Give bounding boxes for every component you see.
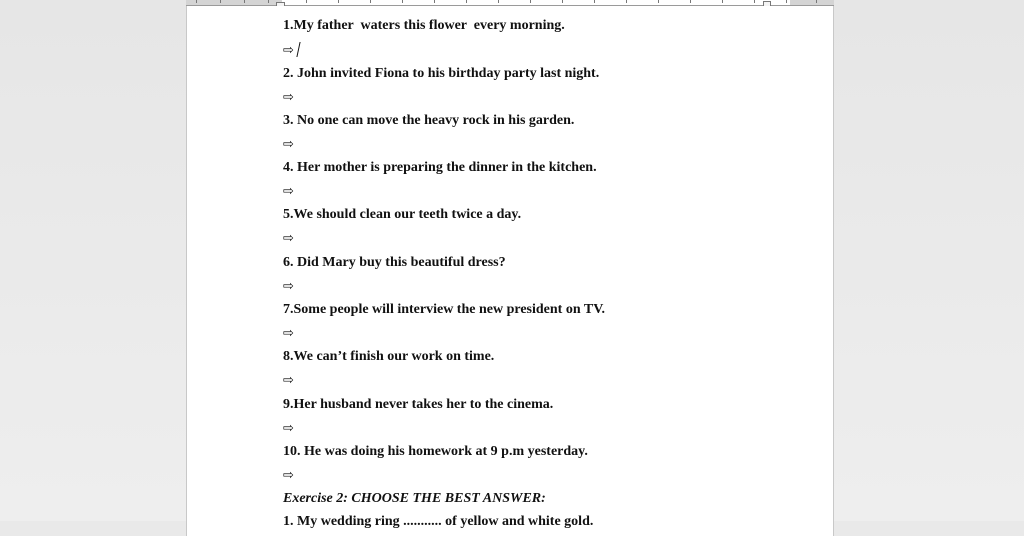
answer-line-10[interactable] xyxy=(283,468,294,484)
ruler-tick xyxy=(690,0,691,3)
arrow-icon: ⇨ xyxy=(283,231,294,246)
sentence-1: 1.My father waters this flower every morning. xyxy=(283,18,565,33)
ruler-tick xyxy=(786,0,787,3)
answer-line-8[interactable] xyxy=(283,373,294,389)
arrow-icon: ⇨ xyxy=(283,279,294,294)
ruler-tick xyxy=(658,0,659,3)
answer-line-3[interactable] xyxy=(283,137,294,153)
arrow-icon: ⇨ xyxy=(283,43,294,58)
sentence-5: 5.We should clean our teeth twice a day. xyxy=(283,207,522,222)
text-cursor xyxy=(296,42,300,57)
ruler-tick xyxy=(594,0,595,3)
ruler-tick xyxy=(816,0,817,3)
ruler-tick xyxy=(754,0,755,3)
ruler-tick xyxy=(562,0,563,3)
arrow-icon: ⇨ xyxy=(283,373,294,388)
sentence-8: 8.We can’t finish our work on time. xyxy=(283,349,495,364)
answer-line-5[interactable] xyxy=(283,231,294,247)
sentence-3: 3. No one can move the heavy rock in his garden. xyxy=(283,113,575,128)
ruler-tick xyxy=(402,0,403,3)
answer-line-1[interactable] xyxy=(283,42,299,59)
ruler-tick xyxy=(370,0,371,3)
answer-line-7[interactable] xyxy=(283,326,294,342)
ruler-tick xyxy=(722,0,723,3)
ruler-tick xyxy=(434,0,435,3)
arrow-icon: ⇨ xyxy=(283,90,294,105)
arrow-icon: ⇨ xyxy=(283,421,294,436)
answer-line-9[interactable] xyxy=(283,421,294,437)
arrow-icon: ⇨ xyxy=(283,184,294,199)
ruler-tick xyxy=(196,0,197,3)
sentence-6: 6. Did Mary buy this beautiful dress? xyxy=(283,255,506,270)
sentence-2: 2. John invited Fiona to his birthday party last night. xyxy=(283,66,600,81)
ruler-tick xyxy=(466,0,467,3)
ruler-tick xyxy=(498,0,499,3)
sentence-7: 7.Some people will interview the new president on TV. xyxy=(283,302,606,317)
document-page[interactable] xyxy=(186,6,834,536)
next-question-partial: 1. My wedding ring ........... of yellow and white gold. xyxy=(283,514,594,529)
arrow-icon: ⇨ xyxy=(283,137,294,152)
arrow-icon: ⇨ xyxy=(283,326,294,341)
exercise-heading: Exercise 2: CHOOSE THE BEST ANSWER: xyxy=(283,491,546,506)
arrow-icon: ⇨ xyxy=(283,468,294,483)
sentence-9: 9.Her husband never takes her to the cinema. xyxy=(283,397,554,412)
ruler-tick xyxy=(244,0,245,3)
ruler-tick xyxy=(530,0,531,3)
ruler-tick xyxy=(306,0,307,3)
answer-line-4[interactable] xyxy=(283,184,294,200)
sentence-4: 4. Her mother is preparing the dinner in the kitchen. xyxy=(283,160,597,175)
ruler-tick xyxy=(338,0,339,3)
ruler-tick xyxy=(268,0,269,3)
ruler-tick xyxy=(220,0,221,3)
ruler-tick xyxy=(626,0,627,3)
sentence-10: 10. He was doing his homework at 9 p.m yesterday. xyxy=(283,444,588,459)
answer-line-6[interactable] xyxy=(283,279,294,295)
ruler-right-margin xyxy=(790,0,834,5)
answer-line-2[interactable] xyxy=(283,90,294,106)
